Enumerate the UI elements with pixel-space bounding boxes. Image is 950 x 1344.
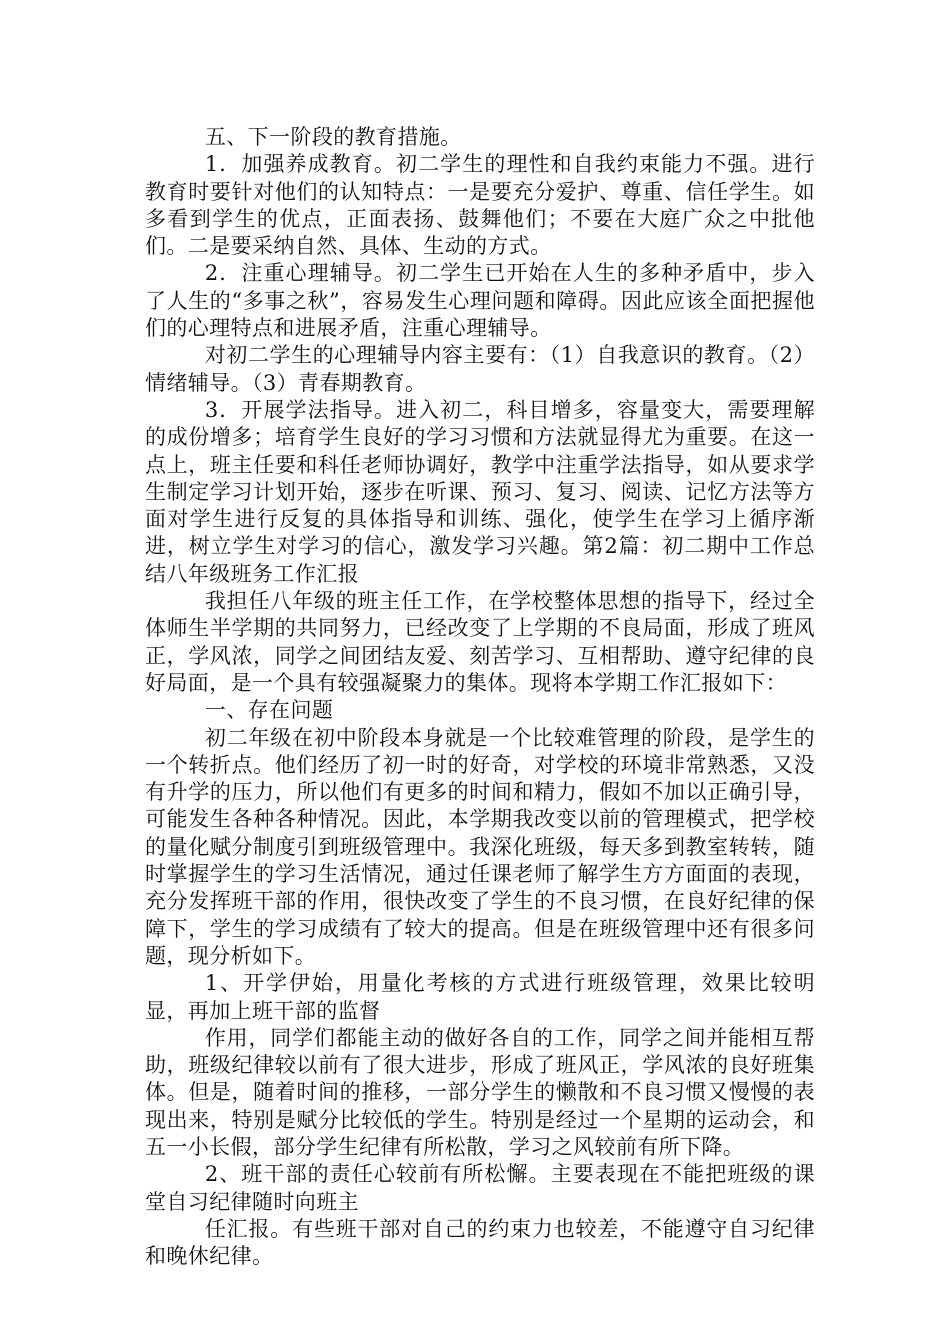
section-heading-next-measures: 五、下一阶段的教育措施。 bbox=[204, 125, 462, 149]
section-heading-problems: 一、存在问题 bbox=[204, 698, 334, 723]
paragraph-habit-education: 1．加强养成教育。初二学生的理性和自我约束能力不强。进行教育时要针对他们的认知特点：一是要充分爱护、尊重、信任学生。如多看到学生的优点，正面表扬、鼓舞他们；不要在大庭广众之中批他们。二是要采纳自然、具体、生动的方式。 bbox=[145, 152, 815, 259]
paragraph-psych-content: 对初二学生的心理辅导内容主要有：（1）自我意识的教育。（2）情绪辅导。（3）青春期教育。 bbox=[145, 343, 815, 395]
paragraph-problem-2-continued: 任汇报。有些班干部对自己的约束力也较差，不能遵守自习纪律和晚休纪律。 bbox=[145, 1216, 815, 1269]
paragraph-problem-1: 1、开学伊始，用量化考核的方式进行班级管理，效果比较明显，再加上班干部的监督 bbox=[145, 971, 815, 1023]
paragraph-study-method: 3．开展学法指导。进入初二，科目增多，容量变大，需要理解的成份增多；培育学生良好的学习习惯和方法就显得尤为重要。在这一点上，班主任要和科任老师协调好，教学中注重学法指导，如从要求学生制定学习计划开始，逐步在听课、预习、复习、阅读、记忆方法等方面对学生进行反复的具体指导和训练、强化，使学生在学习上循序渐进，树立学生对学习的信心，激发学习兴趣。第2篇：初二期中工作总结八年级班务工作汇报 bbox=[145, 397, 815, 586]
paragraph-class-intro: 我担任八年级的班主任工作，在学校整体思想的指导下，经过全体师生半学期的共同努力，已经改变了上学期的不良局面，形成了班风正，学风浓，同学之间团结友爱、刻苦学习、互相帮助、遵守纪律的良好局面，是一个具有较强凝聚力的集体。现将本学期工作汇报如下： bbox=[145, 589, 815, 695]
paragraph-problem-2: 2、班干部的责任心较前有所松懈。主要表现在不能把班级的课堂自习纪律随时向班主 bbox=[145, 1162, 815, 1214]
paragraph-grade-analysis: 初二年级在初中阶段本身就是一个比较难管理的阶段，是学生的一个转折点。他们经历了初一时的好奇，对学校的环境非常熟悉，又没有升学的压力，所以他们有更多的时间和精力，假如不加以正确引导，可能发生各种各种情况。因此，本学期我改变以前的管理模式，把学校的量化赋分制度引到班级管理中。我深化班级，每天多到教室转转，随时掌握学生的学习生活情况，通过任课老师了解学生方方面面的表现，充分发挥班干部的作用，很快改变了学生的不良习惯，在良好纪律的保障下，学生的学习成绩有了较大的提高。但是在班级管理中还有很多问题，现分析如下。 bbox=[145, 725, 815, 968]
document-body bbox=[145, 124, 815, 1270]
paragraph-psych-guidance: 2．注重心理辅导。初二学生已开始在人生的多种矛盾中，步入了人生的“多事之秋”，容易发生心理问题和障碍。因此应该全面把握他们的心理特点和进展矛盾，注重心理辅导。 bbox=[145, 261, 815, 341]
paragraph-problem-1-continued: 作用，同学们都能主动的做好各自的工作，同学之间并能相互帮助，班级纪律较以前有了很大进步，形成了班风正，学风浓的良好班集体。但是，随着时间的推移，一部分学生的懒散和不良习惯又慢慢的表现出来，特别是赋分比较低的学生。特别是经过一个星期的运动会，和五一小长假，部分学生纪律有所松散，学习之风较前有所下降。 bbox=[145, 1025, 815, 1159]
